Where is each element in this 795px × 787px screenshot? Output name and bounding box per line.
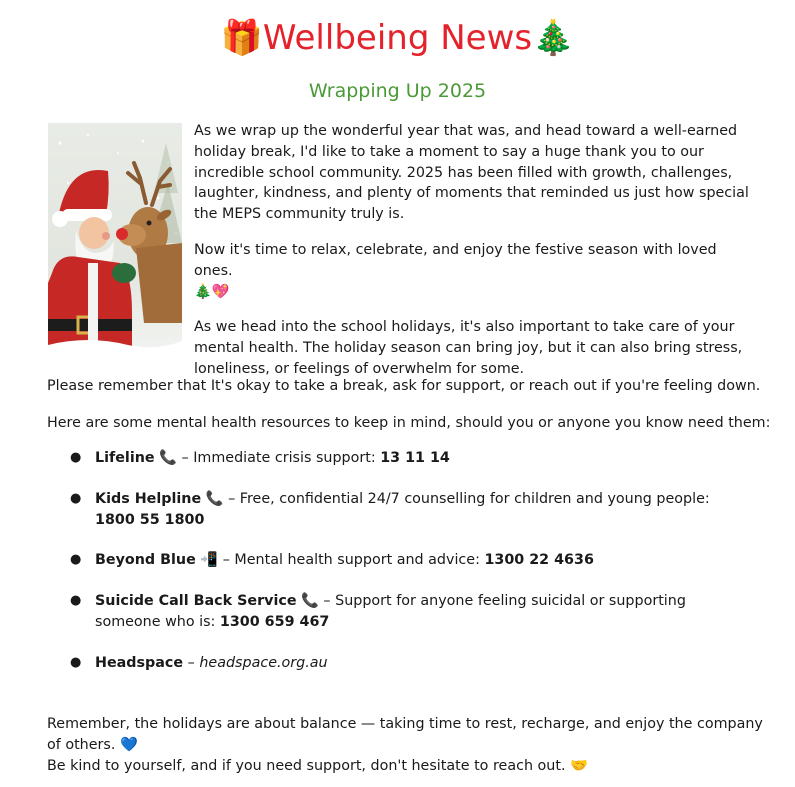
phone-icon: 📞 bbox=[205, 490, 224, 507]
bullet-icon: ● bbox=[70, 490, 82, 506]
resource-description: – Mental health support and advice: bbox=[218, 552, 485, 569]
intro-paragraph-3: As we head into the school holidays, it's also important to take care of your mental health. The holiday season can bring joy, but it can also bring stress, loneliness, or feelings of overwhelm for some. bbox=[194, 319, 743, 377]
bullet-icon: ● bbox=[70, 654, 82, 670]
gift-icon: 🎁 bbox=[220, 18, 263, 58]
bullet-icon: ● bbox=[70, 552, 82, 568]
resource-number: 1800 55 1800 bbox=[95, 511, 205, 528]
list-item bbox=[60, 489, 750, 531]
mobile-phone-icon: 📲 bbox=[200, 552, 219, 569]
closing-section bbox=[47, 714, 777, 776]
newsletter-title bbox=[0, 16, 795, 60]
intro-paragraph-2 bbox=[194, 240, 754, 302]
bullet-icon: ● bbox=[70, 450, 82, 465]
reminder-paragraph: Please remember that It's okay to take a break, ask for support, or reach out if you're feeling down. bbox=[47, 378, 761, 394]
newsletter-subtitle: Wrapping Up 2025 bbox=[308, 80, 487, 102]
resources-intro-paragraph: Here are some mental health resources to keep in mind, should you or anyone you know need them: bbox=[47, 415, 771, 431]
resource-number: 13 11 14 bbox=[380, 450, 450, 466]
resource-description: – Support for anyone feeling suicidal or supporting someone who is: bbox=[95, 593, 686, 630]
intro-section bbox=[194, 121, 754, 395]
phone-icon: 📞 bbox=[159, 450, 177, 466]
resource-description: – Immediate crisis support: bbox=[176, 450, 381, 466]
title-text: Wellbeing News bbox=[262, 18, 533, 58]
closing-line-1 bbox=[47, 714, 777, 756]
closing-line-2 bbox=[47, 756, 777, 777]
list-item bbox=[60, 653, 750, 674]
intro-paragraph-2-text: Now it's time to relax, celebrate, and enjoy the festive season with loved ones. bbox=[194, 241, 717, 279]
list-item bbox=[60, 550, 750, 571]
bullet-icon: ● bbox=[70, 593, 82, 609]
resource-description: – Free, confidential 24/7 counselling for children and young people: bbox=[223, 490, 710, 507]
list-item bbox=[60, 591, 750, 633]
intro-paragraph-1: As we wrap up the wonderful year that was, and head toward a well-earned holiday break, I'd like to take a moment to say a huge thank you to our incredible school community. 2025 has been filled with growth, challenges, laughter, kindness, and plenty of moments that reminded us just how special the MEPS community truly is. bbox=[194, 123, 749, 223]
blue-heart-icon: 💙 bbox=[119, 736, 138, 753]
list-item bbox=[60, 448, 750, 469]
handshake-icon: 🤝 bbox=[570, 757, 588, 774]
phone-icon: 📞 bbox=[301, 593, 319, 610]
closing-line-1-text: Remember, the holidays are about balance — taking time to rest, recharge, and enjoy the company of others. bbox=[47, 716, 763, 753]
resource-name: Kids Helpline bbox=[95, 490, 202, 507]
resources-list bbox=[60, 448, 750, 694]
resource-name: Beyond Blue bbox=[95, 552, 196, 569]
resource-description: – bbox=[183, 654, 200, 671]
tree-heart-icon: 🎄💖 bbox=[194, 283, 230, 300]
resource-name: Headspace bbox=[95, 654, 184, 671]
headspace-link[interactable]: headspace.org.au bbox=[199, 654, 328, 671]
resource-name: Suicide Call Back Service bbox=[95, 593, 297, 610]
santa-reindeer-illustration bbox=[48, 123, 182, 359]
resource-number: 1300 22 4636 bbox=[484, 552, 594, 569]
closing-line-2-text: Be kind to yourself, and if you need support, don't hesitate to reach out. bbox=[47, 757, 566, 774]
christmas-tree-icon: 🎄 bbox=[532, 18, 575, 58]
resource-name: Lifeline bbox=[95, 450, 155, 466]
resource-number: 1300 659 467 bbox=[219, 613, 330, 630]
